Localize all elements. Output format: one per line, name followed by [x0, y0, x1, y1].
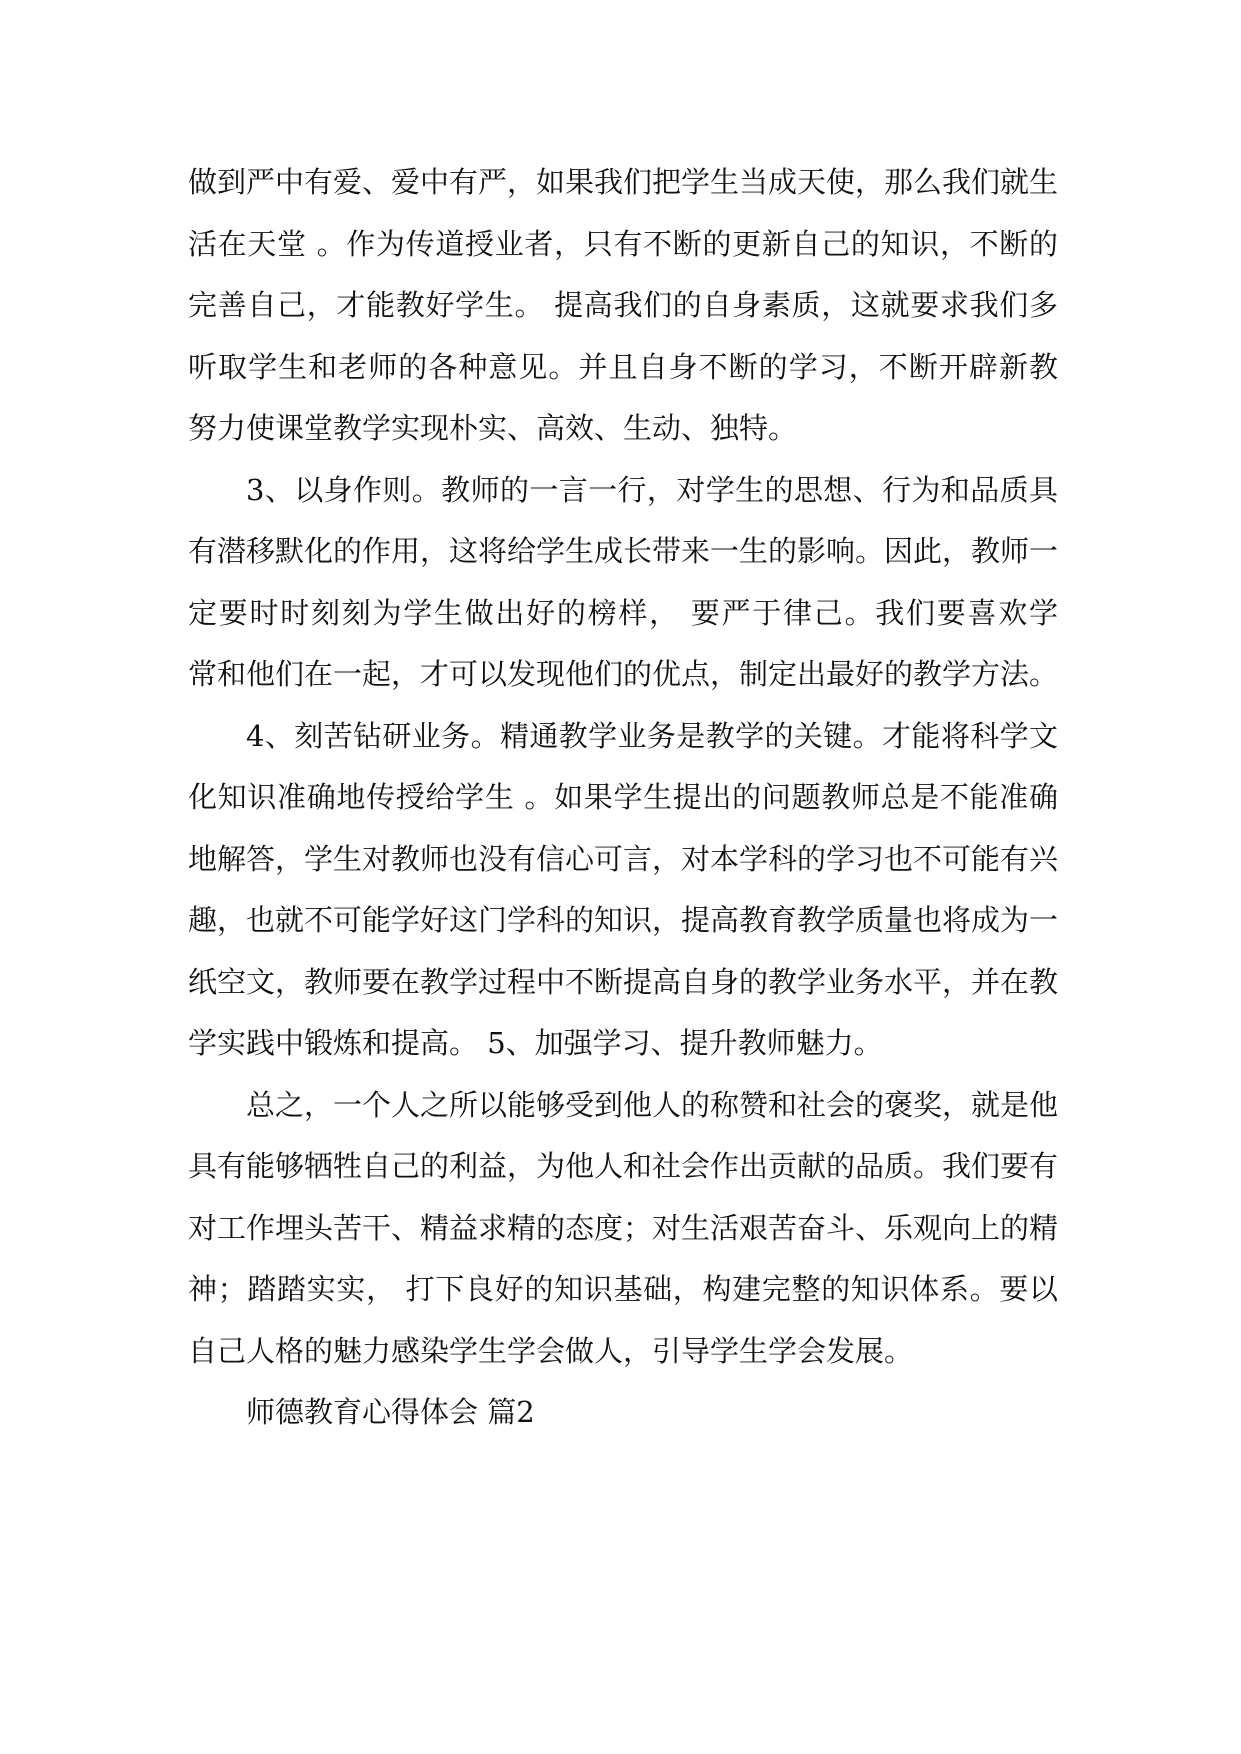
document-body — [188, 152, 1058, 1444]
text-line: 听取学生和老师的各种意见。并且自身不断的学习，不断开辟新教 — [188, 349, 1058, 384]
text-line: 努力使课堂教学实现朴实、高效、生动、独特。 — [188, 411, 798, 445]
text-line: 做到严中有爱、爱中有严，如果我们把学生当成天使，那么我们就生 — [188, 165, 1058, 199]
text-line: 具有能够牺牲自己的利益，为他人和社会作出贡献的品质。我们要有 — [188, 1149, 1058, 1183]
text-line: 总之，一个人之所以能够受到他人的称赞和社会的褒奖，就是他 — [246, 1087, 1058, 1122]
text-line: 常和他们在一起，才可以发现他们的优点，制定出最好的教学方法。 — [188, 657, 1058, 691]
text-line: 定要时时刻刻为学生做出好的榜样， 要严于律己。我们要喜欢学 — [188, 595, 1058, 630]
text-line: 纸空文，教师要在教学过程中不断提高自身的教学业务水平，并在教 — [188, 964, 1058, 999]
section-heading: 师德教育心得体会 篇2 — [246, 1395, 535, 1429]
text-line: 4、刻苦钻研业务。精通教学业务是教学的关键。才能将科学文 — [246, 718, 1058, 753]
text-line: 神；踏踏实实， 打下良好的知识基础，构建完整的知识体系。要以 — [188, 1272, 1058, 1306]
text-line: 活在天堂 。作为传道授业者，只有不断的更新自己的知识，不断的 — [188, 226, 1058, 261]
text-line: 对工作埋头苦干、精益求精的态度；对生活艰苦奋斗、乐观向上的精 — [188, 1210, 1058, 1245]
text-line: 自己人格的魅力感染学生学会做人，引导学生学会发展。 — [188, 1333, 914, 1368]
text-line: 完善自己，才能教好学生。 提高我们的自身素质，这就要求我们多 — [188, 288, 1058, 322]
text-line: 3、以身作则。教师的一言一行，对学生的思想、行为和品质具 — [246, 472, 1058, 507]
text-line: 地解答，学生对教师也没有信心可言，对本学科的学习也不可能有兴 — [188, 841, 1058, 876]
text-line: 化知识准确地传授给学生 。如果学生提出的问题教师总是不能准确 — [188, 780, 1058, 814]
text-line: 有潜移默化的作用，这将给学生成长带来一生的影响。因此，教师一 — [188, 534, 1058, 568]
text-line: 学实践中锻炼和提高。 5、加强学习、提升教师魅力。 — [188, 1026, 883, 1060]
text-line: 趣，也就不可能学好这门学科的知识，提高教育教学质量也将成为一 — [188, 903, 1058, 937]
